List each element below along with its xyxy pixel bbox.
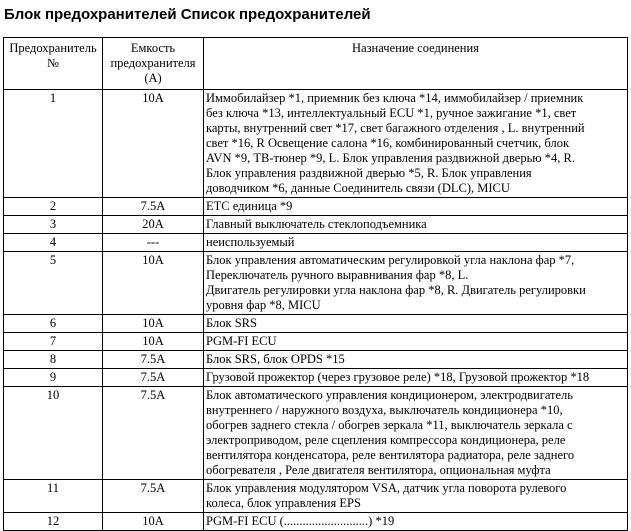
fuse-capacity: --- bbox=[103, 234, 204, 252]
fuse-capacity: 7.5A bbox=[103, 369, 204, 387]
purpose-line: карты, внутренний свет *17, свет багажного отделения , L. внутренний bbox=[206, 121, 585, 135]
purpose-line: Блок автоматического управления кондиционером, электродвигатель bbox=[206, 388, 573, 402]
purpose-line: без ключа *13, интеллектуальный ECU *1, ручное зажигание *1, свет bbox=[206, 106, 577, 120]
purpose-line: Блок SRS bbox=[206, 316, 257, 330]
fuse-capacity: 7.5A bbox=[103, 480, 204, 513]
table-row bbox=[4, 333, 628, 351]
purpose-line: Главный выключатель стеклоподъемника bbox=[206, 217, 427, 231]
fuse-purpose bbox=[204, 216, 628, 234]
table-row bbox=[4, 90, 628, 198]
purpose-line: свет *16, R Освещение салона *16, комбинированный счетчик, блок bbox=[206, 136, 570, 150]
fuse-capacity: 7.5A bbox=[103, 198, 204, 216]
fuse-capacity: 10A bbox=[103, 90, 204, 198]
purpose-line: доводчиком *6, данные Соединитель связи (DLC), MICU bbox=[206, 181, 510, 195]
table-row bbox=[4, 315, 628, 333]
purpose-line: Грузовой прожектор (через грузовое реле) *18, Грузовой прожектор *18 bbox=[206, 370, 590, 384]
fuse-capacity: 7.5A bbox=[103, 387, 204, 480]
fuse-purpose bbox=[204, 387, 628, 480]
header-fuse-number: Предохранитель № bbox=[4, 38, 103, 90]
purpose-line: PGM-FI ECU (...........................) *19 bbox=[206, 514, 395, 528]
fuse-table bbox=[3, 37, 628, 531]
fuse-capacity: 10A bbox=[103, 252, 204, 315]
header-row bbox=[4, 38, 628, 90]
purpose-line: обогрев заднего стекла / обогрев зеркала *11, выключатель зеркала с bbox=[206, 418, 573, 432]
purpose-line: Блок управления автоматическим регулировкой угла наклона фар *7, bbox=[206, 253, 575, 267]
table-row bbox=[4, 198, 628, 216]
fuse-number: 7 bbox=[4, 333, 103, 351]
header-purpose: Назначение соединения bbox=[204, 38, 628, 90]
fuse-purpose bbox=[204, 333, 628, 351]
purpose-line: внутреннего / наружного воздуха, выключатель кондиционера *10, bbox=[206, 403, 563, 417]
purpose-line: PGM-FI ECU bbox=[206, 334, 277, 348]
purpose-line: Иммобилайзер *1, приемник без ключа *14, иммобилайзер / приемник bbox=[206, 91, 584, 105]
purpose-line: Блок SRS, блок OPDS *15 bbox=[206, 352, 345, 366]
table-row bbox=[4, 480, 628, 513]
purpose-line: Блок управления раздвижной дверью *5, R. Блок управления bbox=[206, 166, 532, 180]
fuse-number: 3 bbox=[4, 216, 103, 234]
table-row bbox=[4, 369, 628, 387]
fuse-number: 12 bbox=[4, 513, 103, 531]
fuse-number: 9 bbox=[4, 369, 103, 387]
purpose-line: вентилятора конденсатора, реле вентилятора радиатора, реле заднего bbox=[206, 448, 575, 462]
fuse-purpose bbox=[204, 90, 628, 198]
purpose-line: электроприводом, реле сцепления компрессора кондиционера, реле bbox=[206, 433, 566, 447]
fuse-number: 8 bbox=[4, 351, 103, 369]
fuse-capacity: 10A bbox=[103, 315, 204, 333]
purpose-line: ETC единица *9 bbox=[206, 199, 293, 213]
purpose-line: колеса, блок управления EPS bbox=[206, 496, 361, 510]
fuse-purpose bbox=[204, 480, 628, 513]
purpose-line: обогревателя , Реле двигателя вентилятора, опциональная муфта bbox=[206, 463, 551, 477]
purpose-line: AVN *9, ТВ-тюнер *9, L. Блок управления раздвижной дверью *4, R. bbox=[206, 151, 575, 165]
fuse-purpose bbox=[204, 315, 628, 333]
purpose-line: неиспользуемый bbox=[206, 235, 295, 249]
fuse-number: 1 bbox=[4, 90, 103, 198]
fuse-number: 11 bbox=[4, 480, 103, 513]
table-row bbox=[4, 216, 628, 234]
fuse-capacity: 10A bbox=[103, 333, 204, 351]
table-row bbox=[4, 252, 628, 315]
fuse-number: 6 bbox=[4, 315, 103, 333]
page-title: Блок предохранителей Список предохранителей bbox=[4, 6, 371, 23]
fuse-capacity: 7.5A bbox=[103, 351, 204, 369]
fuse-purpose bbox=[204, 252, 628, 315]
fuse-number: 2 bbox=[4, 198, 103, 216]
table-row bbox=[4, 387, 628, 480]
purpose-line: Переключатель ручного выравнивания фар *8, L. bbox=[206, 268, 469, 282]
fuse-purpose bbox=[204, 351, 628, 369]
fuse-purpose bbox=[204, 369, 628, 387]
table-row bbox=[4, 234, 628, 252]
fuse-purpose bbox=[204, 198, 628, 216]
fuse-number: 10 bbox=[4, 387, 103, 480]
fuse-number: 5 bbox=[4, 252, 103, 315]
header-capacity: Емкость предохранителя (A) bbox=[103, 38, 204, 90]
table-row bbox=[4, 351, 628, 369]
fuse-capacity: 20A bbox=[103, 216, 204, 234]
purpose-line: Блок управления модулятором VSA, датчик угла поворота рулевого bbox=[206, 481, 567, 495]
fuse-number: 4 bbox=[4, 234, 103, 252]
purpose-line: Двигатель регулировки угла наклона фар *8, R. Двигатель регулировки bbox=[206, 283, 586, 297]
fuse-capacity: 10A bbox=[103, 513, 204, 531]
fuse-purpose bbox=[204, 234, 628, 252]
purpose-line: уровня фар *8, MICU bbox=[206, 298, 321, 312]
